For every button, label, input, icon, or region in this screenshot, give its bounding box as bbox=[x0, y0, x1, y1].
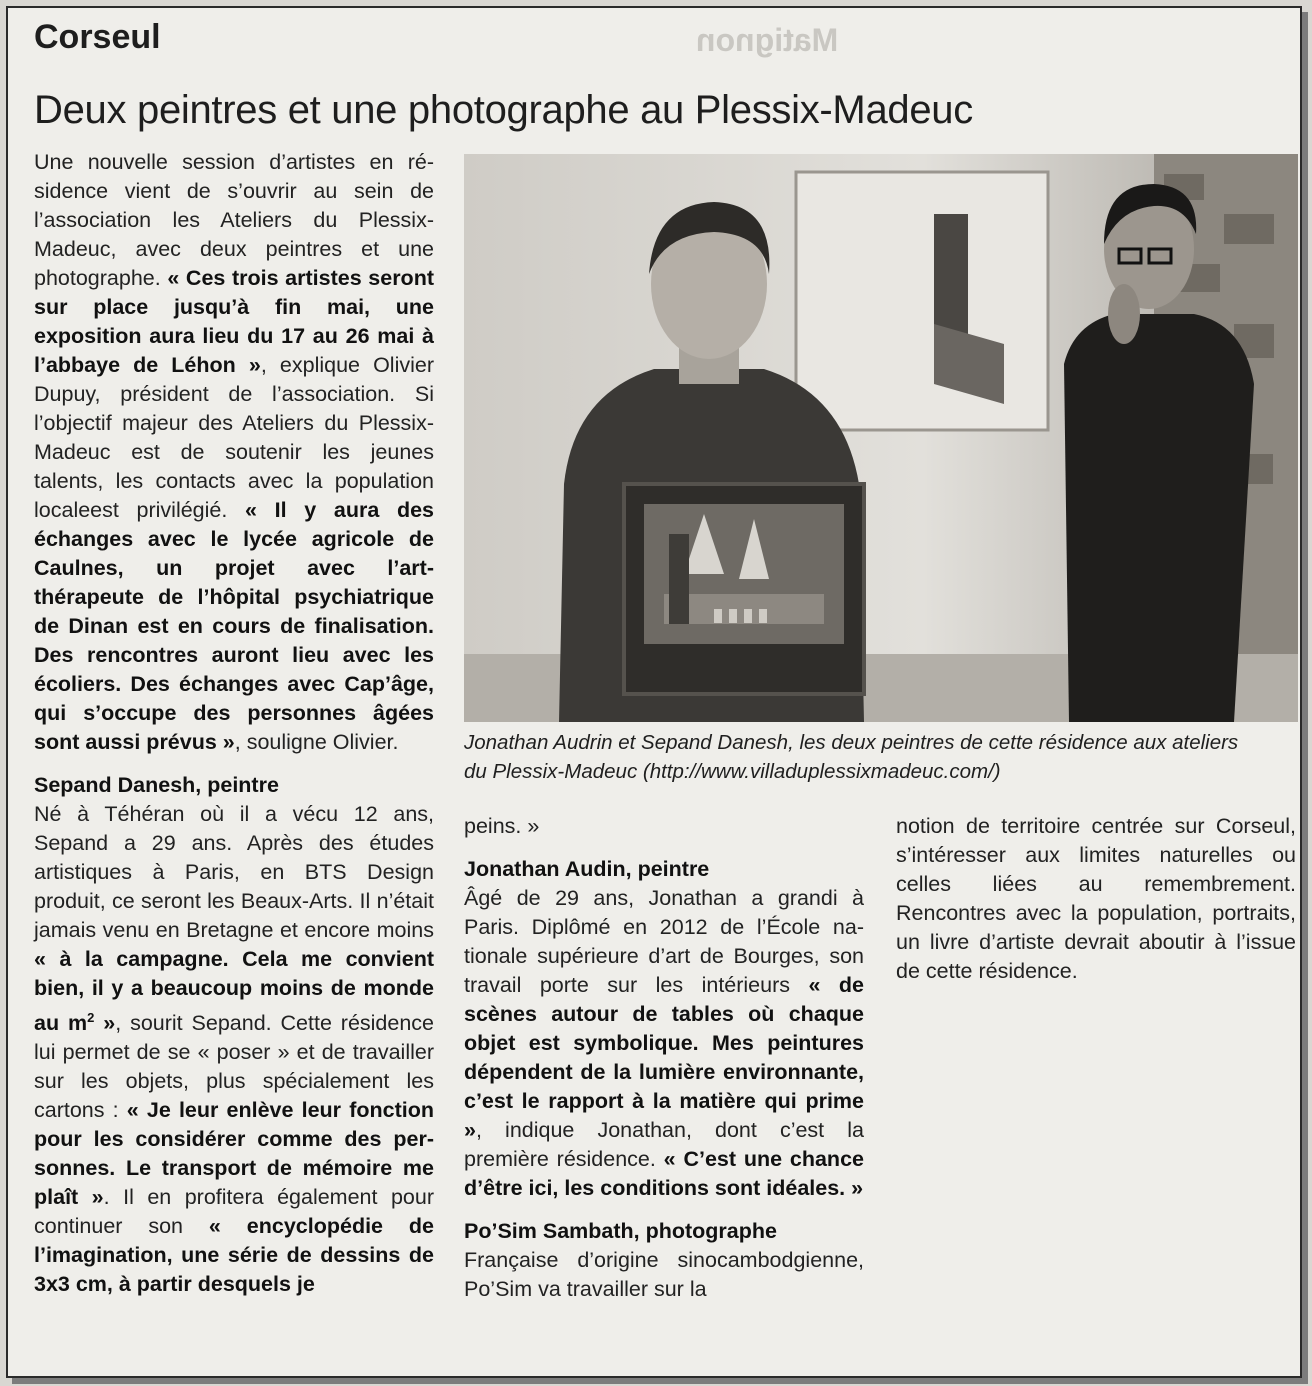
article-photo bbox=[464, 154, 1298, 722]
sepand-text-c: . Il en profitera également pour continuer son bbox=[34, 1185, 434, 1239]
jonathan-quote-2: « C’est une chance d’être ici, les conditions sont idéales. » bbox=[464, 1147, 864, 1200]
photo-illustration bbox=[464, 154, 1298, 722]
sepand-text-a: Né à Téhéran où il a vécu 12 ans, Sepand a 29 ans. Après des études artistiques à Paris, en BTS Design produit, ce seront les Beaux-Arts. Il n’était jamais venu en Bretagne et encore moins bbox=[34, 802, 434, 942]
section-title: Corseul bbox=[34, 18, 161, 56]
continuation-line: peins. » bbox=[464, 814, 540, 838]
jonathan-paragraph bbox=[464, 884, 864, 1203]
headline: Deux peintres et une photographe au Plessix-Madeuc bbox=[34, 88, 973, 132]
intro-text-c: , souligne Olivier. bbox=[234, 730, 399, 754]
column-1 bbox=[34, 148, 434, 1299]
posim-continuation: notion de territoire centrée sur Corseul, s’intéresser aux limites naturelles ou celles liées au remembrement. Rencontres avec la population, portraits, un livre d’artiste devrait aboutir à l’issue de cette résidence. bbox=[896, 814, 1296, 983]
intro-quote-1: « Ces trois artistes seront sur place jusqu’à fin mai, une exposition aura lieu du 17 au 26 mai à l’abbaye de Léhon » bbox=[34, 266, 434, 377]
photo-caption: Jonathan Audrin et Sepand Danesh, les deux peintres de cette résidence aux ateliers du Plessix-Madeuc (http://www.villaduplessixmadeuc.com/) bbox=[464, 731, 1239, 783]
intro-text-b: , explique Olivier Dupuy, président de l’association. Si l’objectif majeur des Ateliers du Plessix-Madeuc est de soutenir les jeunes talents, les contacts avec la population localeest privilégié. bbox=[34, 353, 434, 522]
intro-quote-2: « Il y aura des échanges avec le lycée agricole de Caulnes, un projet avec l’art-thérapeute de l’hôpital psychiatrique de Dinan est en cours de finalisation. Des rencontres auront lieu avec les écoliers. Des échanges avec Cap’âge, qui s’occupe des personnes âgées sont aussi prévus » bbox=[34, 498, 435, 754]
sepand-heading: Sepand Danesh, peintre bbox=[34, 773, 279, 797]
sepand-text-b: , sourit Sepand. Cette résidence lui permet de se « poser » et de travailler sur les objets, plus spécialement les cartons : bbox=[34, 1011, 435, 1123]
column-3 bbox=[896, 812, 1296, 986]
jonathan-quote-1: « de scènes autour de tables où chaque objet est symbolique. Mes peintures dépendent de la lumière environnante, c’est le rapport à la matière qui prime » bbox=[464, 973, 865, 1142]
sepand-paragraph bbox=[34, 800, 434, 1299]
bleed-through-title: Matignon bbox=[696, 22, 839, 58]
jonathan-text-a: Âgé de 29 ans, Jonathan a grandi à Paris. Diplômé en 2012 de l’École nationale supérieure d’art de Bourges, son travail porte sur les intérieurs bbox=[464, 886, 864, 997]
posim-heading: Po’Sim Sambath, photographe bbox=[464, 1219, 777, 1243]
column-2 bbox=[464, 812, 864, 1304]
newspaper-clipping bbox=[6, 6, 1302, 1378]
posim-paragraph: Française d’origine sinocambodgienne, Po’Sim va travailler sur la bbox=[464, 1248, 864, 1301]
intro-paragraph bbox=[34, 148, 434, 757]
sepand-quote-2: « Je leur enlève leur fonction pour les considérer comme des personnes. Le transport de mémoire me plaît » bbox=[34, 1098, 434, 1210]
sepand-quote-3: « encyclopédie de l’imagination, une série de dessins de 3x3 cm, à partir desquels je bbox=[34, 1214, 434, 1297]
sepand-quote-1-end: » bbox=[94, 1011, 116, 1036]
jonathan-text-b: , indique Jonathan, dont c’est la première résidence. bbox=[464, 1118, 864, 1171]
intro-text-a: Une nouvelle session d’artistes en résidence vient de s’ouvrir au sein de l’association les Ateliers du Plessix-Madeuc, avec deux peintres et une photographe. bbox=[34, 150, 434, 290]
superscript-2: 2 bbox=[87, 1010, 95, 1025]
jonathan-heading: Jonathan Audin, peintre bbox=[464, 857, 710, 881]
sepand-quote-1-text: « à la campagne. Cela me convient bien, il y a beaucoup moins de monde au m bbox=[34, 947, 434, 1036]
